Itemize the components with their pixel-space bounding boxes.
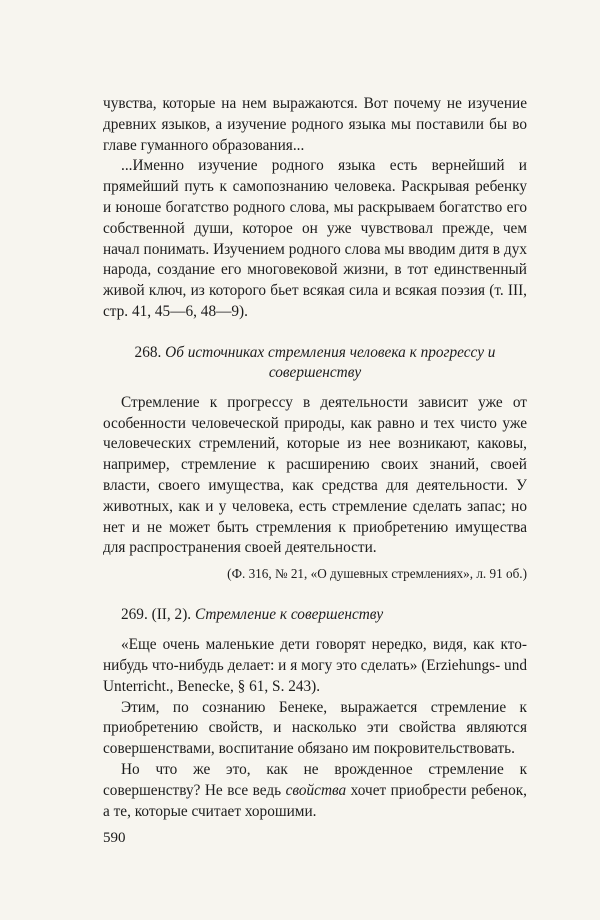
paragraph-native-language: ...Именно изучение родного языка есть вернейший и прямейший путь к самопознанию человека. Раскрывая ребенку и юноше богатство родного слова, мы раскрываем богатство его собственной души, которое он уже чувствовал прежде, чем начал понимать. Изучением родного слова мы вводим дитя в дух народа, создание его многовековой жизни, в тот единственный живой ключ, из которого бьет всякая сила и всякая поэзия (т. III, стр. 41, 45—6, 48—9).: [103, 157, 527, 320]
section-269-paragraph-3: [103, 760, 527, 822]
section-269-heading: [103, 605, 527, 625]
section-269-number: 269.: [121, 606, 148, 624]
section-269-paragraph-2: Этим, по сознанию Бенеке, выражается стремление к приобретению свойств, и насколько эти свойства являются совершенствами, воспитание обязано им покровительствовать.: [103, 698, 527, 758]
section-269-p3-italic: свойства: [285, 781, 347, 799]
section-269-p3-end: хочет приобрести ребенок, а те, которые считает хорошими.: [103, 781, 528, 820]
section-269-quote: «Еще очень маленькие дети говорят нередко, видя, как кто-нибудь что-нибудь делает: и я могу это сделать» (Erziehungs- und Unterricht., Benecke, § 61, S. 243).: [103, 636, 527, 695]
section-269-ref: (II, 2).: [151, 606, 192, 624]
page-text-column: [103, 94, 527, 822]
section-268-number: 268.: [134, 343, 162, 361]
page-number: 590: [103, 830, 126, 846]
paragraph-continuation: чувства, которые на нем выражаются. Вот почему не изучение древних языков, а изучение родного языка мы поставили бы во главе гуманного образования...: [103, 95, 527, 154]
section-269-title: Стремление к совершенству: [194, 606, 384, 624]
section-268-body: Стремление к прогрессу в деятельности зависит уже от особенности человеческой природы, как равно и тех чисто уже человеческих стремлений, которые из нее возникают, каковы, например, стремление к расширению своих знаний, своей власти, своего имущества, как средства для деятельности. У животных, как и у человека, есть стремление сделать запас; но нет и не может быть стремления к приобретению имущества для распространения своей деятельности.: [103, 393, 527, 557]
section-268-heading: [103, 343, 527, 383]
section-269-p3-start: Но что же это, как не врожденное стремление к совершенству? Не все ведь: [103, 760, 527, 799]
section-268-title: Об источниках стремления человека к прогрессу и совершенству: [165, 343, 496, 381]
section-268-source: (Ф. 316, № 21, «О душевных стремлениях», л. 91 об.): [227, 566, 527, 582]
